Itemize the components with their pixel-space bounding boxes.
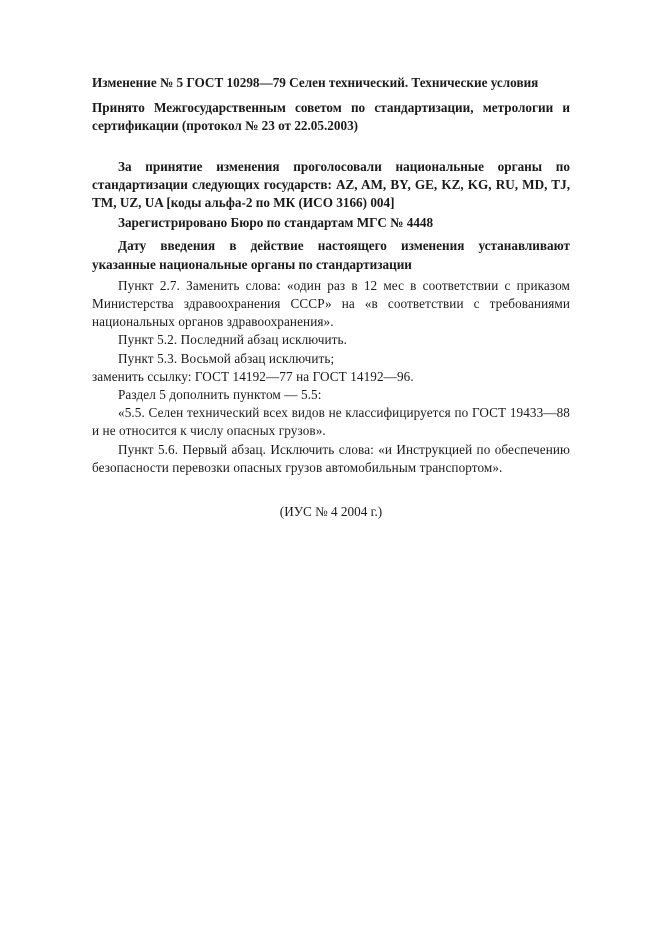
document-title: Изменение № 5 ГОСТ 10298—79 Селен технический. Технические условия xyxy=(92,75,539,90)
amendment-item-5-6: Пункт 5.6. Первый абзац. Исключить слова: «и Инструкцией по обеспечению безопасности перевозки опасных грузов автомобильным транспортом». xyxy=(92,441,570,475)
amendment-item-5-5: «5.5. Селен технический всех видов не классифицируется по ГОСТ 19433—88 и не относится к числу опасных грузов». xyxy=(92,405,570,439)
amendment-item-5-3-reference: заменить ссылку: ГОСТ 14192—77 на ГОСТ 14192—96. xyxy=(92,368,414,384)
effective-date-note: Дату введения в действие настоящего изменения устанавливают указанные национальные органы по стандартизации xyxy=(92,238,570,272)
amendment-item-5-2: Пункт 5.2. Последний абзац исключить. xyxy=(118,332,347,348)
approval-note: Принято Межгосударственным советом по стандартизации, метрологии и сертификации (протокол № 23 от 22.05.2003) xyxy=(92,100,570,134)
amendment-item-section-5: Раздел 5 дополнить пунктом — 5.5: xyxy=(118,387,322,403)
registration-note: Зарегистрировано Бюро по стандартам МГС № 4448 xyxy=(118,215,434,231)
voting-note: За принятие изменения проголосовали национальные органы по стандартизации следующих государств: AZ, AM, BY, GE, KZ, KG, RU, MD, TJ, TM, UZ, UA [коды альфа-2 по МК (ИСО 3166) 004] xyxy=(92,158,570,211)
amendment-item-5-3: Пункт 5.3. Восьмой абзац исключить; xyxy=(118,350,335,366)
amendment-item-2-7: Пункт 2.7. Заменить слова: «один раз в 12 мес в соответствии с приказом Министерства здравоохранения СССР» на «в соответствии с требованиями национальных органов здравоохранения». xyxy=(92,277,570,330)
document-page xyxy=(92,74,570,521)
publication-reference: (ИУС № 4 2004 г.) xyxy=(279,504,383,520)
